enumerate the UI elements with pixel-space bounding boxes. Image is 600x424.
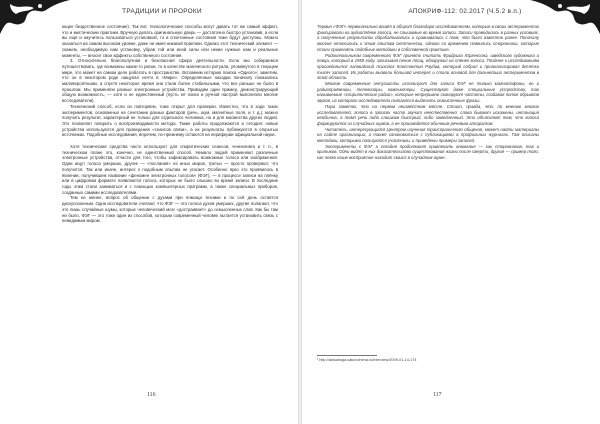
corner-ornament-left xyxy=(0,0,70,34)
paragraph: Термин «ФЭГ» первоначально вошёл в оборот благодаря исследователям, которые в своих экспериментах фиксировали на аудиоплёнке голоса, не слышимые во время записи. Записи проводились в разных условиях, а полученные результаты обрабатывались и сравнивались с тем, что было известно ранее. Поначалу многие относились к этим опытам скептически, однако со временем появились сторонники, которые стали применять подобные методики в собственной практике. xyxy=(317,24,539,52)
left-page xyxy=(0,0,299,424)
paragraph: Хотя технические средства часто используют для спиритических сеансов, ченнелинга и т. п., в техническом плане это, конечно, не единственный способ. Немало людей применяют различные электронные устройства, отчасти для того, чтобы зафиксировать возможные голоса или изображения. Одни ищут голоса умерших, другие — «послания» из иных миров, третьи — просто проверяют, что получится. Так или иначе, интерес к подобным опытам не угасает. Особенно ярко это проявилось в явлении, получившем название «феномен электронных голосов» (ФЭГ), — в процессе записи на плёнку или в цифровом формате появляются голоса, которых не было слышно во время записи. В последние годы этим стали заниматься и с помощью компьютерных программ, а также специальных приборов, созданных самими исследователями. xyxy=(62,144,278,195)
paragraph: Тем не менее, вопрос об общении с духами при помощи техники и по сей день остаётся дискуссионным. Одни исследователи считают, что ФЭГ — это голоса духов умерших, другие полагают, что это лишь случайные шумы, которые человеческий мозг «достраивает» до осмысленных слов. Как бы там ни было, ФЭГ — это тоже один из способов, которым современный человек пытается установить связь с невидимым миром. xyxy=(62,195,278,224)
paragraph: Технический способ, если он повторяем, тоже открыт для проверки. Известно, что в ходе таких экспериментов, основанных на сочетании разных факторов (речь, шум, магнитные поля, и т. д.), можно получить результат, характерный не только для отдельного человека, но и для множества других людей. Это позволяет говорить о воспроизводимости метода. Такие работы продолжаются и сегодня: новые устройства используются для проведения «сеансов связи», а их результаты публикуются в открытых источниках. Подобные исследования, впрочем, по-прежнему остаются на периферии официальной науки. xyxy=(62,103,278,138)
paragraph: Многие современные энтузиасты используют для записи ФЭГ не только магнитофоны, но и радиоприёмники, телевизоры, компьютеры. Существуют даже специальные устройства, так называемые «спиритические радио», которые непрерывно сканируют частоты, создавая поток обрывков звуков, из которого исследователи пытаются выделить осмысленные фразы. xyxy=(317,81,539,104)
right-page xyxy=(301,0,600,424)
flourish-icon xyxy=(530,0,600,34)
page-number: 116 xyxy=(147,392,156,398)
footnote-link[interactable]: ¹ http://aktualnaja-vakunchena.ru/interview/2009-01-14-174 xyxy=(317,358,417,362)
corner-ornament-right xyxy=(530,0,600,34)
body-text xyxy=(317,24,539,161)
footnote-divider xyxy=(317,355,377,356)
paragraph: Эксперименты с ФЭГ и сегодня продолжают привлекать внимание — как сторонников, так и критиков. Одни видят в них доказательство существования жизни после смерти, другие — пример того, как легко наше восприятие находит смысл в случайном шуме. xyxy=(317,143,539,161)
running-head: ТРАДИЦИИ И ПРОРОКИ xyxy=(122,8,202,15)
paragraph: Читатель, интересующийся Центром изучения трансграничного общения, может найти материалы на сайте организации, а также ознакомиться с публикациями в профильных журналах. Там описаны методики, которыми пользуются участники, и приведены примеры записей. xyxy=(317,126,539,144)
paragraph: ющее бездественное состояние). Так вот, технологические способы могут давать тот же самый эффект, что и мистические практики. Вручную делать оригинальную дверь — достаточно быстро установив, а если вы ещё и научитесь пользоваться установкой, то и спонтанные состояния тоже будут доступны. Можно оказаться на самом высоком уровне, даже не имея никакой практики. Однако этот технический элемент — скажем, необходимую нам установку, убрав той или иной силы или некие нужные нам и реальные моменты, — вносит свои эффекты собственного состояния. xyxy=(62,24,278,58)
paragraph: 3. Относительно благополучная и безопасная сфера деятельности. Если мы собираемся путешествовать, где возможны какие-то риски, то в качестве магического ритуала, упомянутого в текущем мире, это может на самом деле работать в пространстве. Вспомним историю поиска «Одного»; заметим, что он в некотором роде нащупал нечто в «Мире». Определённые находки поначалу показались маловероятными, а спустя некоторое время они стали более стабильными, что все раньше не было в прошлом. Мы применяли разные электронные устройства. Приводим один пример, демонстрирующий общую возможность, — хотя и не единственный (пусть её поиск и ручной настрой выполняли многие исследователи). xyxy=(62,58,278,104)
flourish-icon xyxy=(0,0,70,34)
paragraph: Пара заметок, что на первом неизвестном месте. Стоит, правда, что, по мнению многих исследователей, голоса в записях часто звучат неестественно: слова бывают искажены, интонация необычна, а темп речи либо слишком быстрый, либо замедленный. Это объясняют тем, что голоса формируются из случайных шумов, а не производятся обычным речевым аппаратом. xyxy=(317,103,539,126)
body-text xyxy=(62,24,278,224)
paragraph: Родоначальником современного ФЭГ принято считать Фридриха Юргенсона, шведского художника и певца, который в 1959 году, записывая пение птиц, обнаружил на плёнке голоса. Позднее к исследованиям присоединился латвийский психолог Константин Раудив, который собрал и проанализировал десятки тысяч записей. Их работы вызвали большой интерес и стали основой для дальнейших экспериментов в этой области. xyxy=(317,52,539,81)
page-number: 117 xyxy=(433,392,442,398)
running-head: АПОКРИФ-112: 02.2017 (Ч.5.2 в.п.) xyxy=(408,8,522,15)
